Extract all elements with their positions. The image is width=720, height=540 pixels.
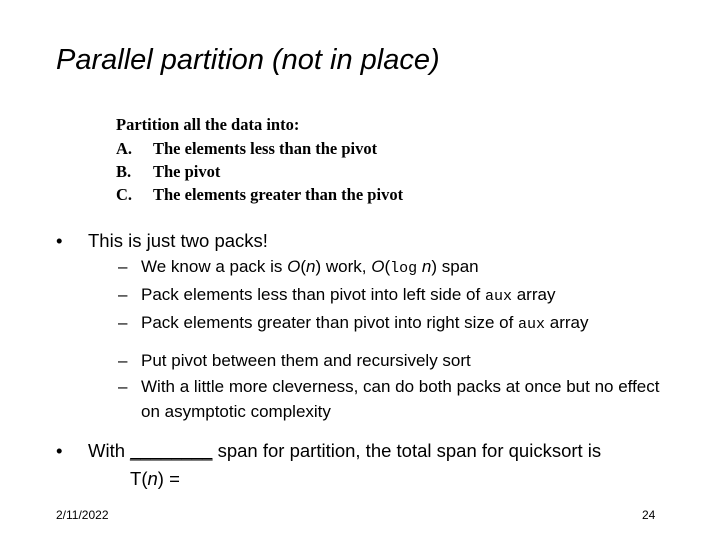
sub-bullet-item: [118, 282, 676, 309]
bullet-marker-icon: •: [56, 230, 63, 251]
list-item: [116, 183, 403, 206]
list-item-label: The pivot: [153, 162, 221, 181]
footer-page-number: 24: [642, 508, 656, 522]
sub-bullet-text: We know a pack is O(n) work, O(log n) span: [141, 257, 479, 277]
sub-bullet-item: [118, 374, 676, 424]
dash-marker-icon: –: [118, 377, 128, 396]
sub-bullet-item: [118, 254, 676, 281]
sub-bullet-item: [118, 310, 676, 337]
dash-marker-icon: –: [118, 257, 128, 276]
fill-in-blank: ________: [130, 440, 213, 461]
partition-intro-block: [116, 113, 403, 206]
final-bullet-block: [56, 440, 696, 490]
list-item-marker: A.: [116, 139, 133, 158]
final-bullet-text: With ________ span for partition, the total span for quicksort is: [88, 440, 602, 461]
partition-intro-lead: Partition all the data into:: [116, 115, 300, 134]
bullet-item-main: [56, 230, 676, 252]
sub-bullet-text: With a little more cleverness, can do both packs at once but no effect on asymptotic complexity: [141, 377, 660, 421]
page-title: Parallel partition (not in place): [56, 44, 440, 76]
dash-marker-icon: –: [118, 313, 128, 332]
list-item-label: The elements greater than the pivot: [153, 185, 404, 204]
bullet-marker-icon: •: [56, 440, 63, 461]
list-item-marker: B.: [116, 162, 132, 181]
sub-bullet-text: Pack elements less than pivot into left side of aux array: [141, 285, 556, 305]
dash-marker-icon: –: [118, 285, 128, 304]
list-item-label: The elements less than the pivot: [153, 139, 378, 158]
bullet-list: [56, 230, 676, 425]
final-bullet-row: [56, 440, 696, 462]
bullet-text: This is just two packs!: [88, 230, 268, 251]
sub-bullet-text: Pack elements greater than pivot into right size of aux array: [141, 313, 589, 333]
sub-bullet-item: [118, 348, 676, 373]
list-item: [116, 137, 403, 160]
sub-bullet-text: Put pivot between them and recursively sort: [141, 351, 471, 370]
footer-date: 2/11/2022: [56, 508, 109, 522]
dash-marker-icon: –: [118, 351, 128, 370]
list-item: [116, 160, 403, 183]
formula-line: T(n) =: [130, 468, 180, 489]
list-item-marker: C.: [116, 185, 133, 204]
